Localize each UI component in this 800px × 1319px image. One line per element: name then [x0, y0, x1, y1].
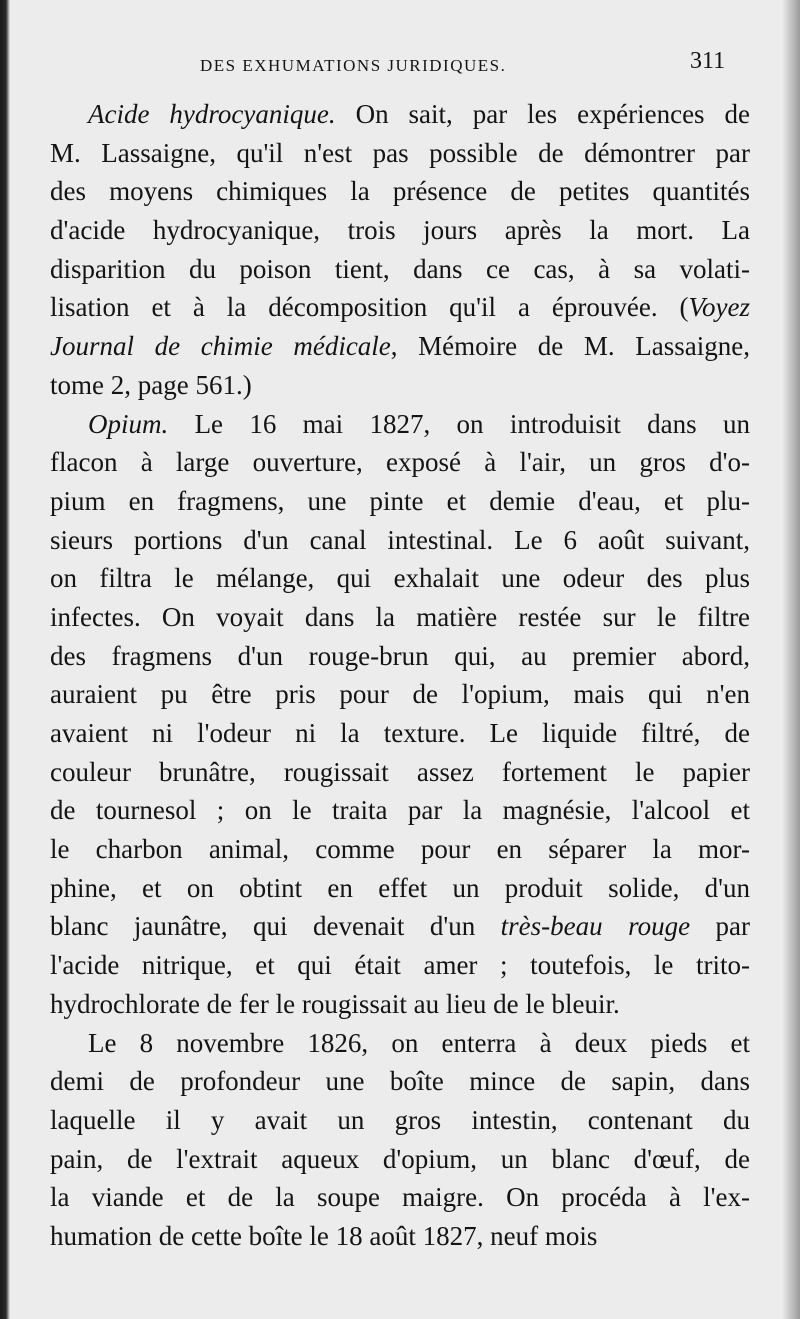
text-run: laquelle il y avait un gros intestin, contenant du: [50, 1104, 750, 1135]
text-run: de tournesol ; on le traita par la magnésie, l'alcool et: [50, 795, 750, 826]
text-run: humation de cette boîte le 18 août 1827, neuf mois: [50, 1220, 598, 1251]
text-line: [50, 211, 750, 250]
italic-text: Acide hydrocyanique.: [88, 99, 336, 129]
text-run: demi de profondeur une boîte mince de sapin, dans: [50, 1066, 750, 1097]
text-run: le charbon animal, comme pour en séparer la mor-: [50, 834, 750, 865]
text-run: auraient pu être pris pour de l'opium, mais qui n'en: [50, 679, 750, 710]
text-run: des moyens chimiques la présence de petites quantités: [50, 176, 750, 207]
text-run: par: [690, 911, 750, 942]
text-line: [50, 946, 750, 985]
text-line: [50, 598, 750, 637]
text-run: Le 16 mai 1827, on introduisit dans un: [168, 408, 750, 439]
text-run: pain, de l'extrait aqueux d'opium, un blanc d'œuf, de: [50, 1143, 750, 1174]
italic-text: Journal de chimie médicale: [50, 331, 391, 362]
text-line: [50, 288, 750, 327]
text-run: on filtra le mélange, qui exhalait une odeur des plus: [50, 563, 750, 594]
text-line: [50, 366, 750, 405]
page-header: [0, 48, 800, 78]
text-run: disparition du poison tient, dans ce cas, à sa volati-: [50, 253, 750, 284]
text-run: l'acide nitrique, et qui était amer ; toutefois, le trito-: [50, 950, 750, 981]
italic-text: très-beau rouge: [500, 911, 691, 942]
text-run: sieurs portions d'un canal intestinal. Le 6 août suivant,: [50, 524, 750, 555]
text-line: [50, 1140, 750, 1179]
text-line: [50, 95, 750, 134]
text-run: Le 8 novembre 1826, on enterra à deux pieds et: [88, 1027, 750, 1058]
page-number: 311: [690, 48, 726, 74]
italic-text: Voyez: [688, 292, 750, 323]
text-line: [50, 172, 750, 211]
paragraph: [50, 95, 750, 405]
text-line: [50, 714, 750, 753]
text-run: pium en fragmens, une pinte et demie d'eau, et plu-: [50, 485, 750, 516]
text-run: d'acide hydrocyanique, trois jours après la mort. La: [50, 215, 750, 246]
text-run: des fragmens d'un rouge-brun qui, au premier abord,: [50, 640, 750, 671]
text-line: [50, 985, 750, 1024]
text-run: hydrochlorate de fer le rougissait au lieu de le bleuir.: [50, 988, 620, 1019]
text-run: tome 2, page 561.): [50, 369, 252, 400]
text-line: [50, 1178, 750, 1217]
text-line: [50, 443, 750, 482]
text-line: [50, 134, 750, 173]
text-line: [50, 521, 750, 560]
text-run: lisation et à la décomposition qu'il a éprouvée. (: [50, 292, 689, 323]
text-line: [50, 753, 750, 792]
text-line: [50, 869, 750, 908]
text-line: [50, 250, 750, 289]
text-line: [50, 327, 750, 366]
text-line: [50, 675, 750, 714]
text-line: [50, 1217, 750, 1256]
text-run: On sait, par les expériences de: [335, 99, 750, 129]
italic-text: Opium.: [88, 408, 169, 439]
text-line: [50, 559, 750, 598]
text-line: [50, 637, 750, 676]
paragraph: [50, 1024, 750, 1256]
text-line: [50, 830, 750, 869]
text-run: couleur brunâtre, rougissait assez fortement le papier: [50, 756, 750, 787]
text-line: [50, 1101, 750, 1140]
text-run: avaient ni l'odeur ni la texture. Le liquide filtré, de: [50, 718, 750, 748]
text-line: [50, 1062, 750, 1101]
text-run: infectes. On voyait dans la matière restée sur le filtre: [50, 601, 750, 632]
text-run: , Mémoire de M. Lassaigne,: [390, 331, 750, 362]
text-line: [50, 791, 750, 830]
text-run: la viande et de la soupe maigre. On procéda à l'ex-: [50, 1182, 750, 1213]
text-run: phine, et on obtint en effet un produit solide, d'un: [50, 872, 750, 903]
text-line: [50, 1024, 750, 1063]
text-line: [50, 405, 750, 444]
body-text: [50, 95, 750, 1256]
text-run: blanc jaunâtre, qui devenait d'un: [50, 911, 501, 942]
text-line: [50, 907, 750, 946]
text-run: M. Lassaigne, qu'il n'est pas possible de démontrer par: [50, 137, 750, 168]
text-run: flacon à large ouverture, exposé à l'air, un gros d'o-: [50, 447, 750, 478]
running-head: DES EXHUMATIONS JURIDIQUES.: [200, 56, 507, 75]
text-line: [50, 482, 750, 521]
paragraph: [50, 405, 750, 1024]
